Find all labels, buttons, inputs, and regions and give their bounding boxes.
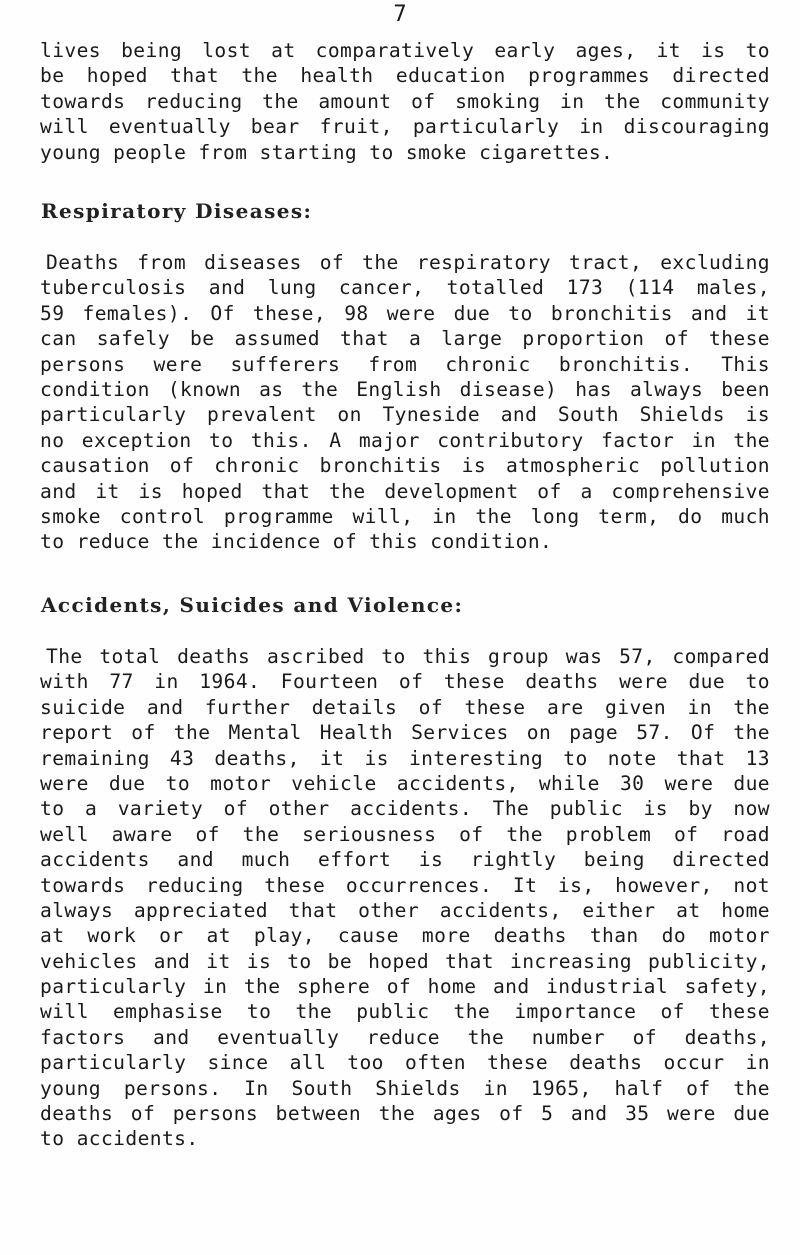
- text-line: always appreciated that other accidents, either at home: [40, 898, 770, 922]
- text-line: 59 females). Of these, 98 were due to bronchitis and it: [40, 301, 770, 325]
- text-line: particularly prevalent on Tyneside and South Shields is: [40, 403, 770, 427]
- text-line: at work or at play, cause more deaths than do motor: [40, 924, 770, 948]
- text-line: lives being lost at comparatively early ages, it is to: [40, 39, 770, 62]
- text-line: particularly in the sphere of home and industrial safety,: [40, 975, 770, 999]
- text-line: smoke control programme will, in the long term, do much: [40, 504, 770, 528]
- page-number: 7: [393, 2, 407, 27]
- text-line: and it is hoped that the development of a comprehensive: [40, 479, 770, 503]
- paragraph-smoking-conclusion: [40, 38, 770, 165]
- text-line: report of the Mental Health Services on page 57. Of the: [40, 721, 770, 745]
- paragraph-respiratory-diseases: [40, 250, 770, 555]
- text-line: Deaths from diseases of the respiratory tract, excluding: [46, 251, 770, 274]
- text-line: towards reducing the amount of smoking in the community: [40, 89, 770, 113]
- text-line: were due to motor vehicle accidents, while 30 were due: [40, 771, 770, 795]
- text-line: be hoped that the health education programmes directed: [40, 64, 770, 88]
- text-line: factors and eventually reduce the number of deaths,: [40, 1025, 770, 1049]
- text-line: deaths of persons between the ages of 5 and 35 were due: [40, 1102, 770, 1126]
- text-line: to a variety of other accidents. The public is by now: [40, 797, 770, 821]
- text-line: to accidents.: [40, 1127, 199, 1151]
- section-heading-respiratory-diseases: Respiratory Diseases:: [41, 199, 313, 223]
- text-line: young people from starting to smoke cigarettes.: [40, 140, 614, 164]
- text-line: persons were sufferers from chronic bronchitis. This: [40, 352, 770, 376]
- text-line: accidents and much effort is rightly being directed: [40, 848, 770, 872]
- text-line: can safely be assumed that a large proportion of these: [40, 327, 770, 351]
- text-line: causation of chronic bronchitis is atmospheric pollution: [40, 454, 770, 478]
- text-line: suicide and further details of these are given in the: [40, 695, 770, 719]
- text-line: The total deaths ascribed to this group was 57, compared: [46, 645, 770, 668]
- text-line: will eventually bear fruit, particularly in discouraging: [40, 115, 770, 139]
- text-line: vehicles and it is to be hoped that increasing publicity,: [40, 949, 770, 973]
- text-line: will emphasise to the public the importance of these: [40, 1000, 770, 1024]
- text-line: with 77 in 1964. Fourteen of these deaths were due to: [40, 670, 770, 694]
- text-line: condition (known as the English disease) has always been: [40, 377, 770, 401]
- text-line: well aware of the seriousness of the problem of road: [40, 822, 770, 846]
- text-line: young persons. In South Shields in 1965, half of the: [40, 1076, 770, 1100]
- section-heading-accidents-suicides-violence: Accidents, Suicides and Violence:: [41, 593, 464, 617]
- text-line: to reduce the incidence of this condition.: [40, 530, 553, 554]
- text-line: remaining 43 deaths, it is interesting to note that 13: [40, 746, 770, 770]
- text-line: no exception to this. A major contributory factor in the: [40, 428, 770, 452]
- text-line: tuberculosis and lung cancer, totalled 173 (114 males,: [40, 276, 770, 300]
- text-line: towards reducing these occurrences. It is, however, not: [40, 873, 770, 897]
- paragraph-accidents-suicides-violence: [40, 644, 770, 1152]
- text-line: particularly since all too often these deaths occur in: [40, 1051, 770, 1075]
